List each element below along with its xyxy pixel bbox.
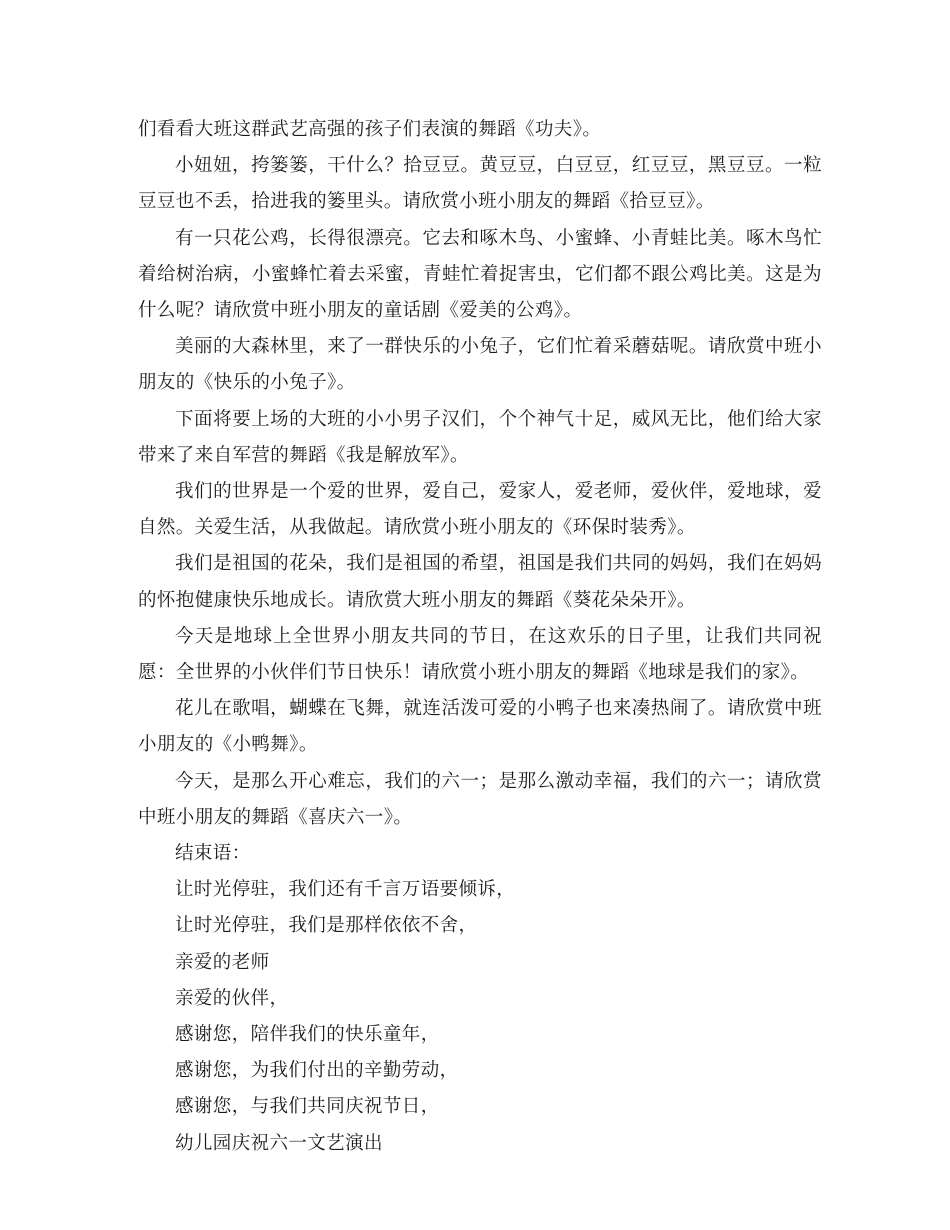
closing-line: 亲爱的老师 [175,951,270,973]
closing-line: 感谢您，陪伴我们的快乐童年， [175,1024,440,1046]
closing-line: 感谢您，为我们付出的辛勤劳动， [175,1060,459,1082]
paragraph-liberation-army: 下面将要上场的大班的小小男子汉们，个个神气十足，威风无比，他们给大家带来了来自军营的舞蹈《我是解放军》。 [138,408,822,466]
paragraph-happy-rabbits: 美丽的大森林里，来了一群快乐的小兔子，它们忙着采蘑菇呢。请欣赏中班小朋友的《快乐的小兔子》。 [138,336,822,394]
paragraph-beautiful-rooster: 有一只花公鸡，长得很漂亮。它去和啄木鸟、小蜜蜂、小青蛙比美。啄木鸟忙着给树治病，小蜜蜂忙着去采蜜，青蛙忙着捉害虫，它们都不跟公鸡比美。这是为什么呢？请欣赏中班小朋友的童话剧《爱美的公鸡》。 [138,227,822,322]
document-title-line: 幼儿园庆祝六一文艺演出 [175,1132,383,1154]
paragraph-duck-dance: 花儿在歌唱，蝴蝶在飞舞，就连活泼可爱的小鸭子也来凑热闹了。请欣赏中班小朋友的《小鸭舞》。 [138,698,822,756]
document-body [138,112,822,1162]
closing-line: 让时光停驻，我们还有千言万语要倾诉， [175,879,516,901]
paragraph-earth-is-our-home: 今天是地球上全世界小朋友共同的节日，在这欢乐的日子里，让我们共同祝愿：全世界的小伙伴们节日快乐！请欣赏小班小朋友的舞蹈《地球是我们的家》。 [138,625,822,684]
paragraph-kungfu-continuation: 们看看大班这群武艺高强的孩子们表演的舞蹈《功夫》。 [138,119,602,140]
paragraph-eco-fashion-show: 我们的世界是一个爱的世界，爱自己，爱家人，爱老师，爱伙伴，爱地球，爱自然。关爱生活，从我做起。请欣赏小班小朋友的《环保时装秀》。 [138,481,822,539]
closing-line: 感谢您，与我们共同庆祝节日， [175,1096,440,1118]
closing-line: 让时光停驻，我们是那样依依不舍， [175,915,478,937]
closing-line: 亲爱的伙伴， [175,987,289,1009]
closing-heading: 结束语： [175,843,251,865]
paragraph-celebrate-june-first: 今天，是那么开心难忘，我们的六一；是那么激动幸福，我们的六一；请欣赏中班小朋友的舞蹈《喜庆六一》。 [138,770,822,828]
paragraph-picking-beans: 小妞妞，挎篓篓，干什么？拾豆豆。黄豆豆，白豆豆，红豆豆，黑豆豆。一粒豆豆也不丢，拾进我的篓里头。请欣赏小班小朋友的舞蹈《拾豆豆》。 [138,155,822,213]
paragraph-sunflowers: 我们是祖国的花朵，我们是祖国的希望，祖国是我们共同的妈妈，我们在妈妈的怀抱健康快乐地成长。请欣赏大班小朋友的舞蹈《葵花朵朵开》。 [138,553,822,611]
